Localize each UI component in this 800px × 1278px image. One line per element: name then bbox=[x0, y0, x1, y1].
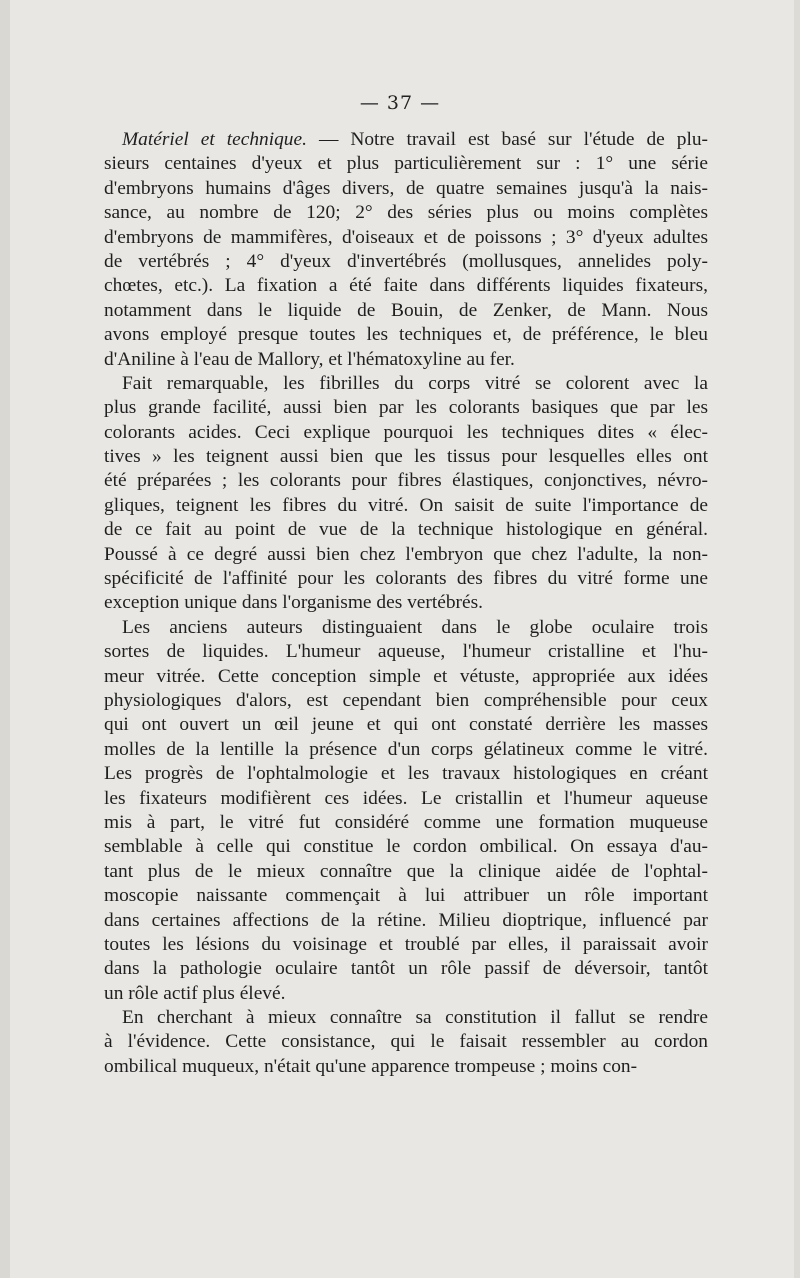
text-line: meur vitrée. Cette conception simple et vétuste, appropriée aux idées bbox=[104, 665, 708, 687]
text-line: Poussé à ce degré aussi bien chez l'embryon que chez l'adulte, la non- bbox=[104, 543, 708, 565]
page-number: — 37 — bbox=[359, 92, 441, 114]
text-line: exception unique dans l'organisme des vertébrés. bbox=[104, 592, 483, 614]
text-line: dans la pathologie oculaire tantôt un rôle passif de déversoir, tantôt bbox=[104, 958, 708, 980]
text-line: sortes de liquides. L'humeur aqueuse, l'humeur cristalline et l'hu- bbox=[104, 641, 708, 663]
text-line: les fixateurs modifièrent ces idées. Le cristallin et l'humeur aqueuse bbox=[104, 787, 708, 809]
text-line-content: — Notre travail est basé sur l'étude de plu- bbox=[306, 129, 708, 150]
text-line: à l'évidence. Cette consistance, qui le faisait ressembler au cordon bbox=[104, 1031, 708, 1053]
text-line: En cherchant à mieux connaître sa constitution il fallut se rendre bbox=[122, 1007, 708, 1029]
text-line: sance, au nombre de 120; 2° des séries plus ou moins complètes bbox=[104, 202, 708, 224]
text-line: mis à part, le vitré fut considéré comme une formation muqueuse bbox=[104, 811, 708, 833]
text-line: ombilical muqueux, n'était qu'une apparence trompeuse ; moins con- bbox=[104, 1055, 638, 1077]
text-line: moscopie naissante commençait à lui attribuer un rôle important bbox=[104, 885, 708, 907]
text-line: toutes les lésions du voisinage et troublé par elles, il paraissait avoir bbox=[104, 933, 708, 955]
text-line: de vertébrés ; 4° d'yeux d'invertébrés (mollusques, annelides poly- bbox=[104, 250, 708, 272]
text-line: chœtes, etc.). La fixation a été faite dans différents liquides fixateurs, bbox=[104, 275, 708, 297]
text-line: tant plus de le mieux connaître que la clinique aidée de l'ophtal- bbox=[104, 860, 708, 882]
text-line: été préparées ; les colorants pour fibres élastiques, conjonctives, névro- bbox=[104, 470, 708, 492]
paragraph-anciens-auteurs bbox=[104, 616, 708, 1006]
text-line: Fait remarquable, les fibrilles du corps vitré se colorent avec la bbox=[122, 372, 708, 394]
section-heading: Matériel et technique. bbox=[122, 129, 307, 150]
text-line: avons employé presque toutes les techniques et, de préférence, le bleu bbox=[104, 324, 708, 346]
text-line: d'embryons humains d'âges divers, de quatre semaines jusqu'à la nais- bbox=[104, 177, 708, 199]
text-line: semblable à celle qui constitue le cordon ombilical. On essaya d'au- bbox=[104, 836, 708, 858]
text-line: Les anciens auteurs distinguaient dans le globe oculaire trois bbox=[122, 616, 708, 638]
text-line: Les progrès de l'ophtalmologie et les travaux histologiques en créant bbox=[104, 763, 708, 785]
paragraph-materiel-et-technique bbox=[104, 128, 708, 372]
text-line: notamment dans le liquide de Bouin, de Zenker, de Mann. Nous bbox=[104, 299, 708, 321]
text-line: de ce fait au point de vue de la technique histologique en général. bbox=[104, 519, 708, 541]
text-line: dans certaines affections de la rétine. Milieu dioptrique, influencé par bbox=[104, 909, 708, 931]
text-line: sieurs centaines d'yeux et plus particulièrement sur : 1° une série bbox=[104, 153, 708, 175]
text-line: colorants acides. Ceci explique pourquoi les techniques dites « élec- bbox=[104, 421, 708, 443]
text-line: spécificité de l'affinité pour les colorants des fibres du vitré forme une bbox=[104, 568, 708, 590]
text-line bbox=[104, 128, 708, 152]
text-line: un rôle actif plus élevé. bbox=[104, 982, 286, 1004]
text-line: d'Aniline à l'eau de Mallory, et l'hématoxyline au fer. bbox=[104, 348, 515, 370]
text-line: physiologiques d'alors, est cependant bien compréhensible pour ceux bbox=[104, 689, 708, 711]
body-text bbox=[104, 128, 708, 1079]
paragraph-fibrilles bbox=[104, 372, 708, 616]
text-line: d'embryons de mammifères, d'oiseaux et de poissons ; 3° d'yeux adultes bbox=[104, 226, 708, 248]
paragraph-constitution bbox=[104, 1006, 708, 1079]
text-line: qui ont ouvert un œil jeune et qui ont constaté derrière les masses bbox=[104, 714, 708, 736]
text-line: tives » les teignent aussi bien que les tissus pour lesquelles elles ont bbox=[104, 446, 708, 468]
text-line: plus grande facilité, aussi bien par les colorants basiques que par les bbox=[104, 397, 708, 419]
text-line: molles de la lentille la présence d'un corps gélatineux comme le vitré. bbox=[104, 738, 708, 760]
text-line: gliques, teignent les fibres du vitré. On saisit de suite l'importance de bbox=[104, 494, 708, 516]
